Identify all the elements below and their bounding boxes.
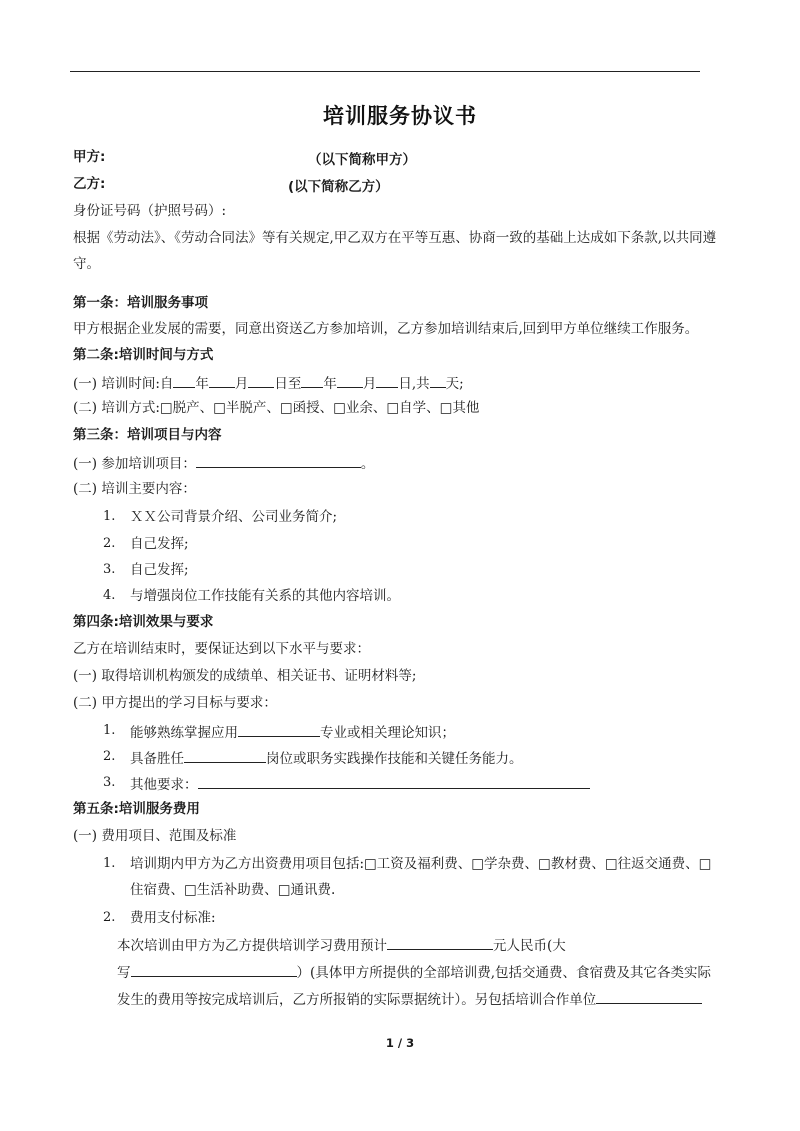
- goal-3-line: 其他要求：: [130, 774, 590, 794]
- amount-words-blank[interactable]: [131, 962, 297, 977]
- fee-items-line-2: 住宿费、□生活补助费、□通讯费.: [130, 882, 336, 898]
- training-time-line: (一) 培训时间:自 年 月 日至 年 月 日,共 天;: [73, 373, 464, 393]
- partner-unit-blank[interactable]: [596, 989, 702, 1004]
- training-mode-line: (二) 培训方式:□脱产、□半脱产、□函授、□业余、□自学、□其他: [73, 400, 480, 416]
- goal-number: 3.: [103, 775, 116, 790]
- content-item-number: 2.: [103, 536, 116, 551]
- end-year-blank[interactable]: [301, 373, 323, 388]
- training-content-label: (二) 培训主要内容：: [73, 481, 196, 497]
- start-day-blank[interactable]: [248, 373, 274, 388]
- party-a-note: （以下简称甲方）: [308, 152, 416, 168]
- fee-item-number: 2.: [103, 910, 116, 925]
- article-4-lead: 乙方在培训结束时，要保证达到以下水平与要求：: [73, 641, 370, 657]
- document-title: 培训服务协议书: [323, 104, 477, 128]
- party-a-label: 甲方:: [73, 149, 106, 165]
- article-4-heading: 第四条:培训效果与要求: [73, 614, 214, 630]
- training-project-line: (一) 参加培训项目： 。: [73, 453, 374, 473]
- fee-item-number: 1.: [103, 856, 116, 871]
- content-item: ＸＸ公司背景介绍、公司业务简介;: [130, 509, 338, 525]
- article-2-heading: 第二条:培训时间与方式: [73, 347, 214, 363]
- article-1-text: 甲方根据企业发展的需要，同意出资送乙方参加培训，乙方参加培训结束后,回到甲方单位继续工作服务。: [73, 321, 699, 337]
- end-month-blank[interactable]: [337, 373, 363, 388]
- start-year-blank[interactable]: [173, 373, 195, 388]
- goal-2-line: 具备胜任 岗位或职务实践操作技能和关键任务能力。: [130, 748, 523, 768]
- content-item-number: 4.: [103, 588, 116, 603]
- id-number-line: 身份证号码（护照号码）:: [73, 203, 227, 219]
- other-requirements-blank[interactable]: [198, 774, 590, 789]
- header-rule: [70, 71, 700, 72]
- party-b-label: 乙方:: [73, 176, 106, 192]
- requirement-1: (一) 取得培训机构颁发的成绩单、相关证书、证明材料等;: [73, 668, 417, 684]
- total-days-blank[interactable]: [430, 373, 446, 388]
- end-day-blank[interactable]: [376, 373, 398, 388]
- goal-1-line: 能够熟练掌握应用 专业或相关理论知识；: [130, 722, 455, 742]
- goal-number: 1.: [103, 723, 116, 738]
- content-item: 自己发挥;: [130, 562, 189, 578]
- requirement-2: (二) 甲方提出的学习目标与要求：: [73, 695, 277, 711]
- content-item-number: 1.: [103, 509, 116, 524]
- payment-paragraph-line-2: 写 ）(具体甲方所提供的全部培训费,包括交通费、食宿费及其它各类实际: [117, 962, 711, 982]
- content-item: 自己发挥;: [130, 536, 189, 552]
- page-number: 1 / 3: [385, 1036, 415, 1050]
- position-blank[interactable]: [184, 748, 266, 763]
- article-3-heading: 第三条：培训项目与内容: [73, 427, 222, 443]
- payment-paragraph-line-1: 本次培训由甲方为乙方提供培训学习费用预计 元人民币(大: [117, 935, 566, 955]
- training-project-blank[interactable]: [196, 453, 361, 468]
- payment-standard-label: 费用支付标准:: [130, 910, 216, 926]
- goal-number: 2.: [103, 749, 116, 764]
- party-b-note: (以下简称乙方）: [288, 179, 389, 195]
- fee-scope-label: (一) 费用项目、范围及标准: [73, 828, 237, 844]
- start-month-blank[interactable]: [209, 373, 235, 388]
- content-item: 与增强岗位工作技能有关系的其他内容培训。: [130, 588, 400, 604]
- major-blank[interactable]: [238, 722, 320, 737]
- content-item-number: 3.: [103, 562, 116, 577]
- fee-items-line-1: 培训期内甲方为乙方出资费用项目包括:□工资及福利费、□学杂费、□教材费、□往返交通费、□: [130, 856, 712, 872]
- article-1-heading: 第一条：培训服务事项: [73, 295, 208, 311]
- intro-paragraph: 根据《劳动法》、《劳动合同法》等有关规定,甲乙双方在平等互惠、协商一致的基础上达成如下条款,以共同遵守。: [73, 230, 717, 272]
- article-5-heading: 第五条:培训服务费用: [73, 801, 200, 817]
- amount-blank[interactable]: [387, 935, 493, 950]
- payment-paragraph-line-3: 发生的费用等按完成培训后，乙方所报销的实际票据统计）。另包括培训合作单位: [117, 989, 702, 1009]
